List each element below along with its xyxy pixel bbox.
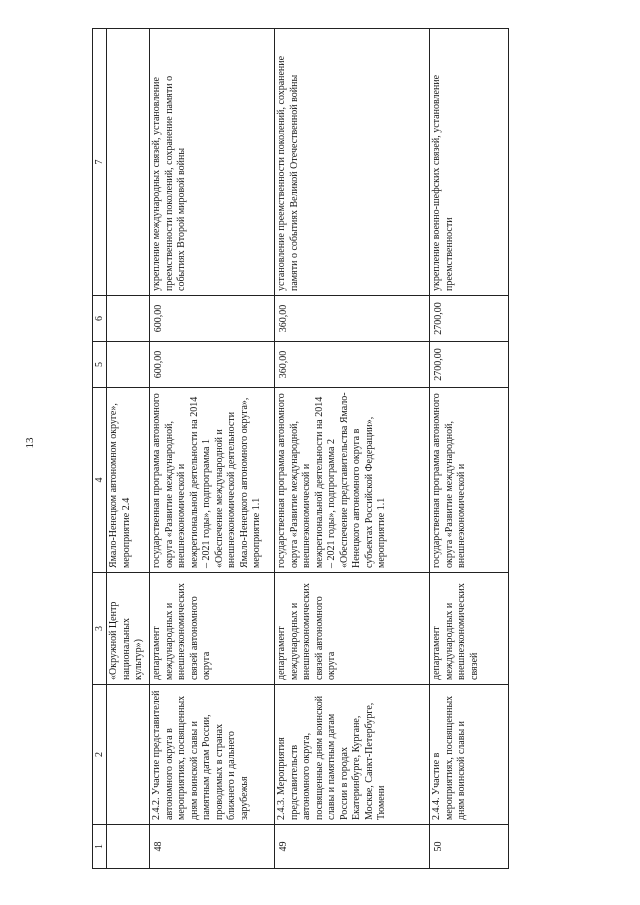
header-cell: 5 <box>93 342 107 388</box>
header-cell: 1 <box>93 825 107 869</box>
table-cell <box>107 29 150 296</box>
executor-cell: «Окружной Центр национальных культур») <box>107 573 150 685</box>
source-cell: Ямало-Ненецком автономном округе», мероприятие 2.4 <box>107 388 150 573</box>
continuation-row <box>107 29 150 869</box>
table-row <box>150 29 275 869</box>
header-row <box>93 29 107 869</box>
amount-total-cell: 360,00 <box>275 342 430 388</box>
source-cell: государственная программа автономного округа «Развитие международной, внешнеэкономической и <box>430 388 509 573</box>
amount-total-cell: 2700,00 <box>430 342 509 388</box>
row-number: 50 <box>430 825 509 869</box>
event-cell: 2.4.4. Участие в мероприятиях, посвященных дням воинской славы и <box>430 685 509 825</box>
header-cell: 7 <box>93 29 107 296</box>
table-cell <box>107 825 150 869</box>
amount-total-cell: 600,00 <box>150 342 275 388</box>
event-cell: 2.4.2. Участие представителей автономного округа в мероприятиях, посвященных дням воинской славы и памятным датам России, проводимых в странах ближнего и дальнего зарубежья <box>150 685 275 825</box>
page-number: 13 <box>24 437 36 449</box>
source-cell: государственная программа автономного округа «Развитие международной, внешнеэкономической и межрегиональной деятельности на 2014 – 2021 годы», подпрограмма 1 «Обеспечение международной и внешнеэкономической деятельности Ямало-Ненецкого автономного округа», мероприятие 1.1 <box>150 388 275 573</box>
header-cell: 2 <box>93 685 107 825</box>
table-cell <box>107 342 150 388</box>
table-row <box>275 29 430 869</box>
amount-year-cell: 2700,00 <box>430 296 509 342</box>
source-cell: государственная программа автономного округа «Развитие международной, внешнеэкономической и межрегиональной деятельности на 2014 – 2021 годы», подпрограмма 2 «Обеспечение представительства Ямало-Ненецкого автономного округа в субъектах Российской Федерации», мероприятие 1.1 <box>275 388 430 573</box>
row-number: 48 <box>150 825 275 869</box>
result-cell: укрепление международных связей, установление преемственности поколений, сохранение памяти о событиях Второй мировой войны <box>150 29 275 296</box>
rotated-table-area <box>92 29 540 869</box>
header-cell: 6 <box>93 296 107 342</box>
table-cell <box>107 296 150 342</box>
row-number: 49 <box>275 825 430 869</box>
header-cell: 3 <box>93 573 107 685</box>
amount-year-cell: 360,00 <box>275 296 430 342</box>
result-cell: укрепление военно-шефских связей, установление преемственности <box>430 29 509 296</box>
plan-table <box>92 28 509 869</box>
amount-year-cell: 600,00 <box>150 296 275 342</box>
table-row <box>430 29 509 869</box>
result-cell: установление преемственности поколений, сохранение памяти о событиях Великой Отечественной войны <box>275 29 430 296</box>
executor-cell: департамент международных и внешнеэкономических связей автономного округа <box>275 573 430 685</box>
executor-cell: департамент международных и внешнеэкономических связей автономного округа <box>150 573 275 685</box>
table-cell <box>107 685 150 825</box>
header-cell: 4 <box>93 388 107 573</box>
event-cell: 2.4.3. Мероприятия представительств автономного округа, посвященные дням воинской славы и памятным датам России в городах Екатеринбурге, Кургане, Москве, Санкт-Петербурге, Тюмени <box>275 685 430 825</box>
executor-cell: департамент международных и внешнеэкономических связей <box>430 573 509 685</box>
